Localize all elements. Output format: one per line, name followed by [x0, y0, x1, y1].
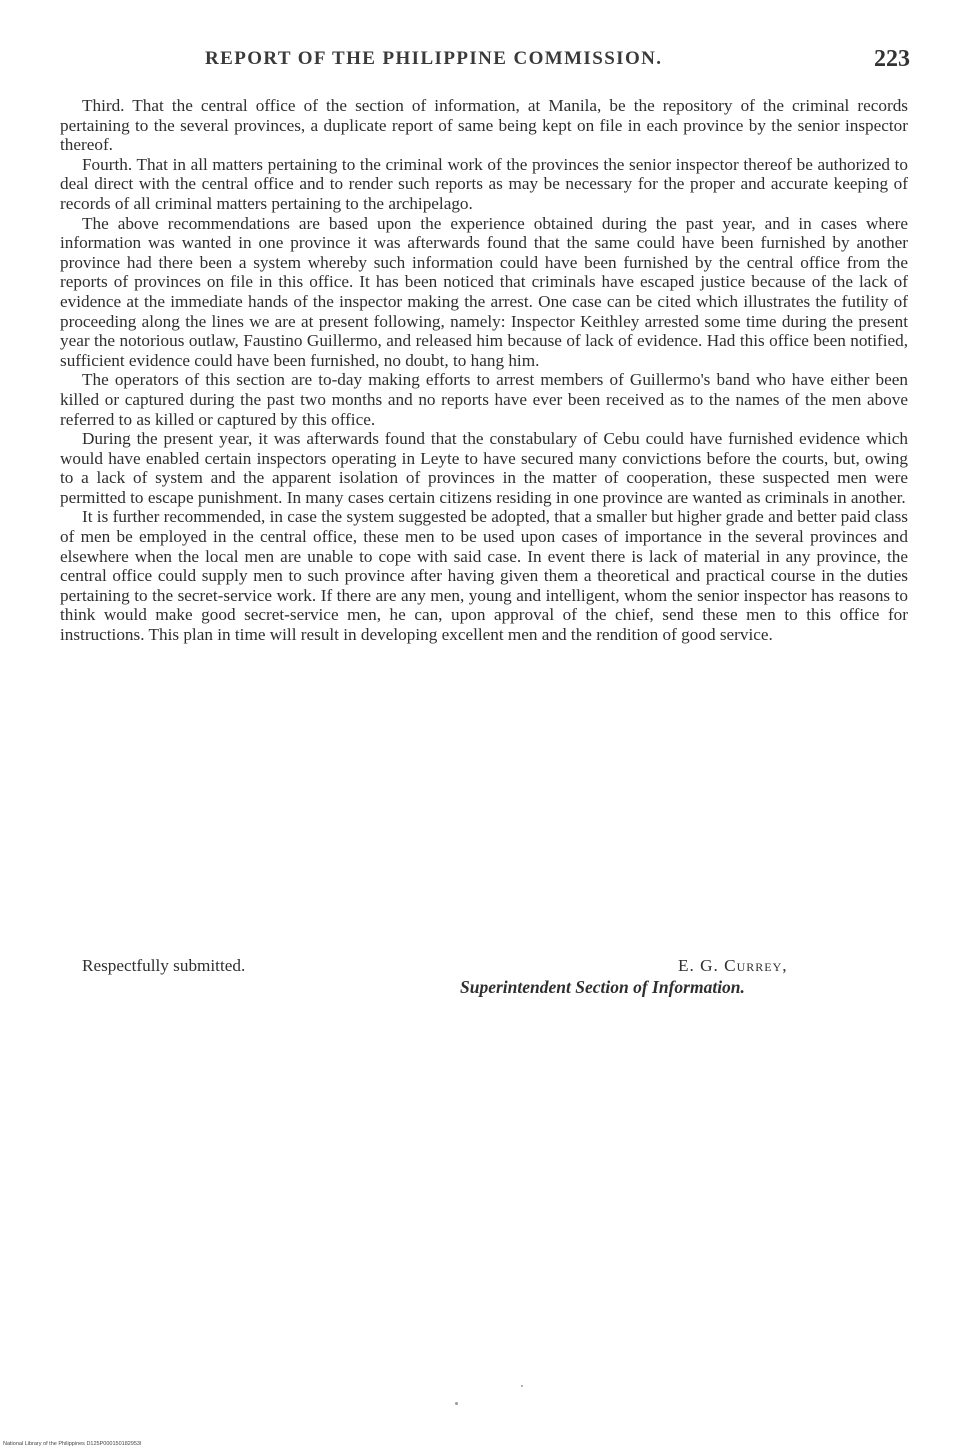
running-head: REPORT OF THE PHILIPPINE COMMISSION. — [205, 48, 663, 69]
signoff-block — [60, 956, 908, 1006]
signer-name: E. G. Currey, — [678, 956, 788, 975]
body-text — [60, 96, 908, 645]
paragraph-cebu: During the present year, it was afterwards found that the constabulary of Cebu could have furnished evidence which would have enabled certain inspectors operating in Leyte to have secured many convictions before the courts, but, owing to a lack of system and the apparent isolation of provinces in the matter of cooperation, these suspected men were permitted to escape punishment. In many cases certain citizens residing in one province are wanted as criminals in another. — [60, 429, 908, 507]
scan-speck — [521, 1385, 523, 1387]
signer-title: Superintendent Section of Information. — [460, 977, 745, 997]
paragraph-third: Third. That the central office of the section of information, at Manila, be the repository of the criminal records pertaining to the several provinces, a duplicate report of same being kept on file in each province by the senior inspector thereof. — [60, 96, 908, 155]
closing-line: Respectfully submitted. — [82, 956, 246, 975]
paragraph-fourth: Fourth. That in all matters pertaining to the criminal work of the provinces the senior inspector thereof be authorized to deal direct with the central office and to render such reports as may be necessary for the proper and accurate keeping of records of all criminal matters pertaining to the archipelago. — [60, 154, 908, 213]
paragraph-recommendations: The above recommendations are based upon the experience obtained during the past year, and in cases where information was wanted in one province it was afterwards found that the same could have been furnished by another province had there been a system whereby such information could have been furnished by the central office from the reports of provinces on file in this office. It has been noticed that criminals have escaped justice because of the lack of evidence at the immediate hands of the inspector making the arrest. One case can be cited which illustrates the futility of proceeding along the lines we are at present following, namely: Inspector Keithley arrested some time during the present year the notorious outlaw, Faustino Guillermo, and released him because of lack of evidence. Had this office been notified, sufficient evidence could have been furnished, no doubt, to hang him. — [60, 213, 908, 370]
scan-speck — [455, 1402, 458, 1405]
paragraph-operators: The operators of this section are to-day making efforts to arrest members of Guillermo's band who have either been killed or captured during the past two months and no reports have ever been received as to the names of the men above referred to as killed or captured by this office. — [60, 370, 908, 429]
paragraph-further-recommended: It is further recommended, in case the system suggested be adopted, that a smaller but higher grade and better paid class of men be employed in the central office, these men to be used upon cases of importance in the several provinces and elsewhere when the local men are unable to cope with said case. In event there is lack of material in any province, the central office could supply men to such province after having given them a theoretical and practical course in the duties pertaining to the secret-service work. If there are any men, young and intelligent, whom the senior inspector has reasons to think would make good secret-service men, he can, upon approval of the chief, send these men to this office for instructions. This plan in time will result in developing excellent men and the rendition of good service. — [60, 507, 908, 645]
scan-credit: National Library of the Philippines D125P000150182953I — [3, 1441, 142, 1447]
page-header — [60, 46, 910, 78]
page-number: 223 — [874, 46, 910, 72]
